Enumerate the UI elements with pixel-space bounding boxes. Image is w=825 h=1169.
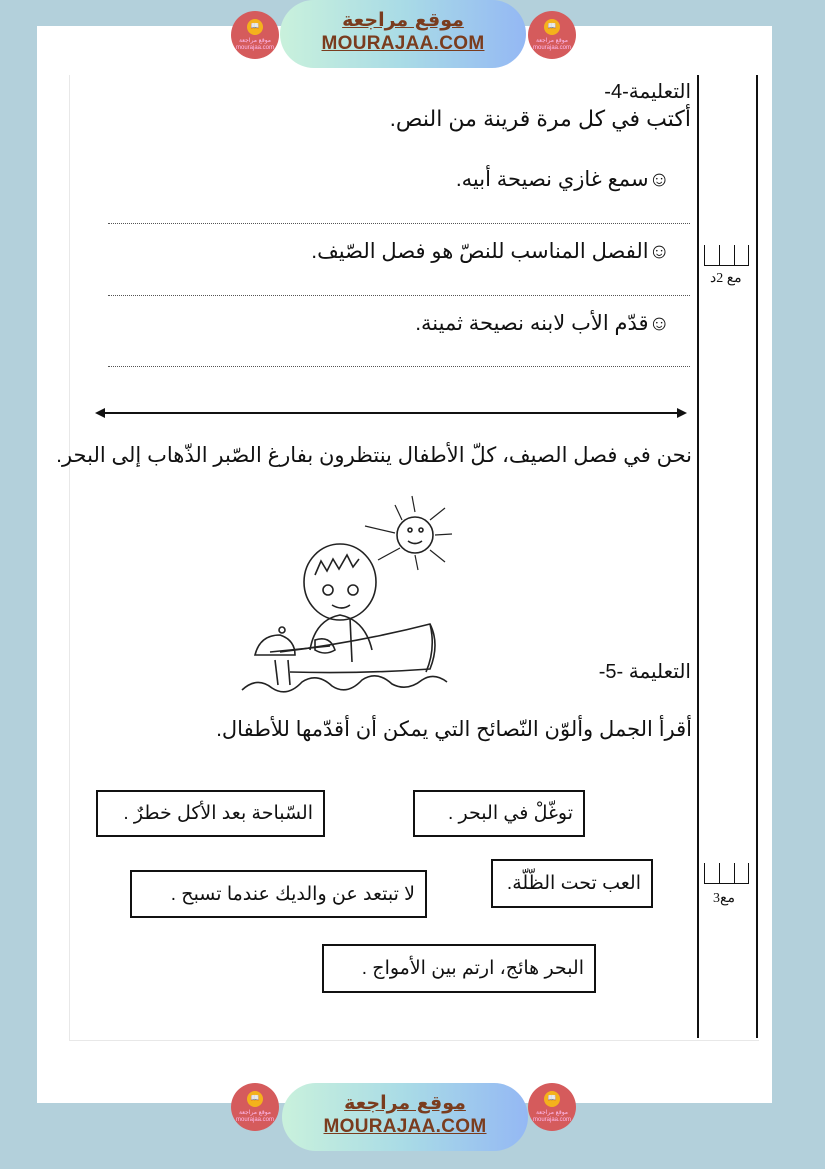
book-logo-icon: 📖 (247, 19, 263, 35)
advice-box-1[interactable]: توغّلْ في البحر . (413, 790, 585, 837)
banner-title-ar: موقع مراجعة (344, 1092, 466, 1114)
badge-label: موقع مراجعة mourajaa.com (532, 38, 571, 51)
advice-box-5[interactable]: البحر هائج، ارتم بين الأمواج . (322, 944, 596, 993)
frame-line-bottom (69, 1040, 759, 1041)
section4-item-2: ☺الفصل المناسب للنصّ هو فصل الصّيف. (311, 240, 670, 263)
answer-line-3[interactable] (108, 366, 690, 367)
section5-instruction: أقرأ الجمل وألوّن النّصائح التي يمكن أن أقدّمها للأطفال. (216, 718, 692, 741)
banner-title-ar: موقع مراجعة (342, 9, 464, 31)
badge-label: موقع مراجعة mourajaa.com (532, 1110, 571, 1123)
section4-instruction: أكتب في كل مرة قرينة من النص. (389, 106, 691, 131)
book-logo-icon: 📖 (544, 19, 560, 35)
section4-item-3: ☺قدّم الأب لابنه نصيحة ثمينة. (415, 312, 670, 335)
score-box-5[interactable] (704, 863, 749, 884)
site-badge-left-bottom[interactable] (231, 1083, 279, 1131)
book-logo-icon: 📖 (247, 1091, 263, 1107)
score-box-4[interactable] (704, 245, 749, 266)
advice-box-4[interactable]: لا تبتعد عن والديك عندما تسبح . (130, 870, 427, 918)
smiley-icon: ☺ (648, 168, 670, 191)
frame-line-left (69, 75, 70, 1040)
section5-heading: التعليمة -5- (598, 661, 691, 683)
score-label-5: مع3 (713, 891, 735, 906)
margin-rule-inner (697, 75, 699, 1038)
passage-text: نحن في فصل الصيف، كلّ الأطفال ينتظرون بفارغ الصّبر الذّهاب إلى البحر. (56, 444, 692, 467)
site-badge-right[interactable] (528, 11, 576, 59)
site-badge-right-bottom[interactable] (528, 1083, 576, 1131)
banner-title-en: MOURAJAA.COM (323, 1116, 487, 1137)
site-badge-left[interactable] (231, 11, 279, 59)
boy-in-boat-illustration (240, 490, 455, 695)
site-banner-bottom[interactable] (282, 1083, 528, 1151)
score-label-4: مع 2د (710, 271, 742, 286)
smiley-icon: ☺ (648, 312, 670, 335)
answer-line-1[interactable] (108, 223, 690, 224)
advice-box-2[interactable]: السّباحة بعد الأكل خطرٌ . (96, 790, 325, 837)
badge-label: موقع مراجعة mourajaa.com (235, 1110, 274, 1123)
smiley-icon: ☺ (648, 240, 670, 263)
banner-title-en: MOURAJAA.COM (321, 33, 485, 54)
section4-heading: التعليمة-4- (604, 81, 691, 103)
section4-item-1: ☺سمع غازي نصيحة أبيه. (455, 168, 670, 191)
answer-line-2[interactable] (108, 295, 690, 296)
book-logo-icon: 📖 (544, 1091, 560, 1107)
double-arrow-divider (95, 405, 687, 421)
advice-box-3[interactable]: العب تحت الظّلّة. (491, 859, 653, 908)
site-banner-top[interactable] (280, 0, 526, 68)
badge-label: موقع مراجعة mourajaa.com (235, 38, 274, 51)
margin-rule-outer (756, 75, 758, 1038)
